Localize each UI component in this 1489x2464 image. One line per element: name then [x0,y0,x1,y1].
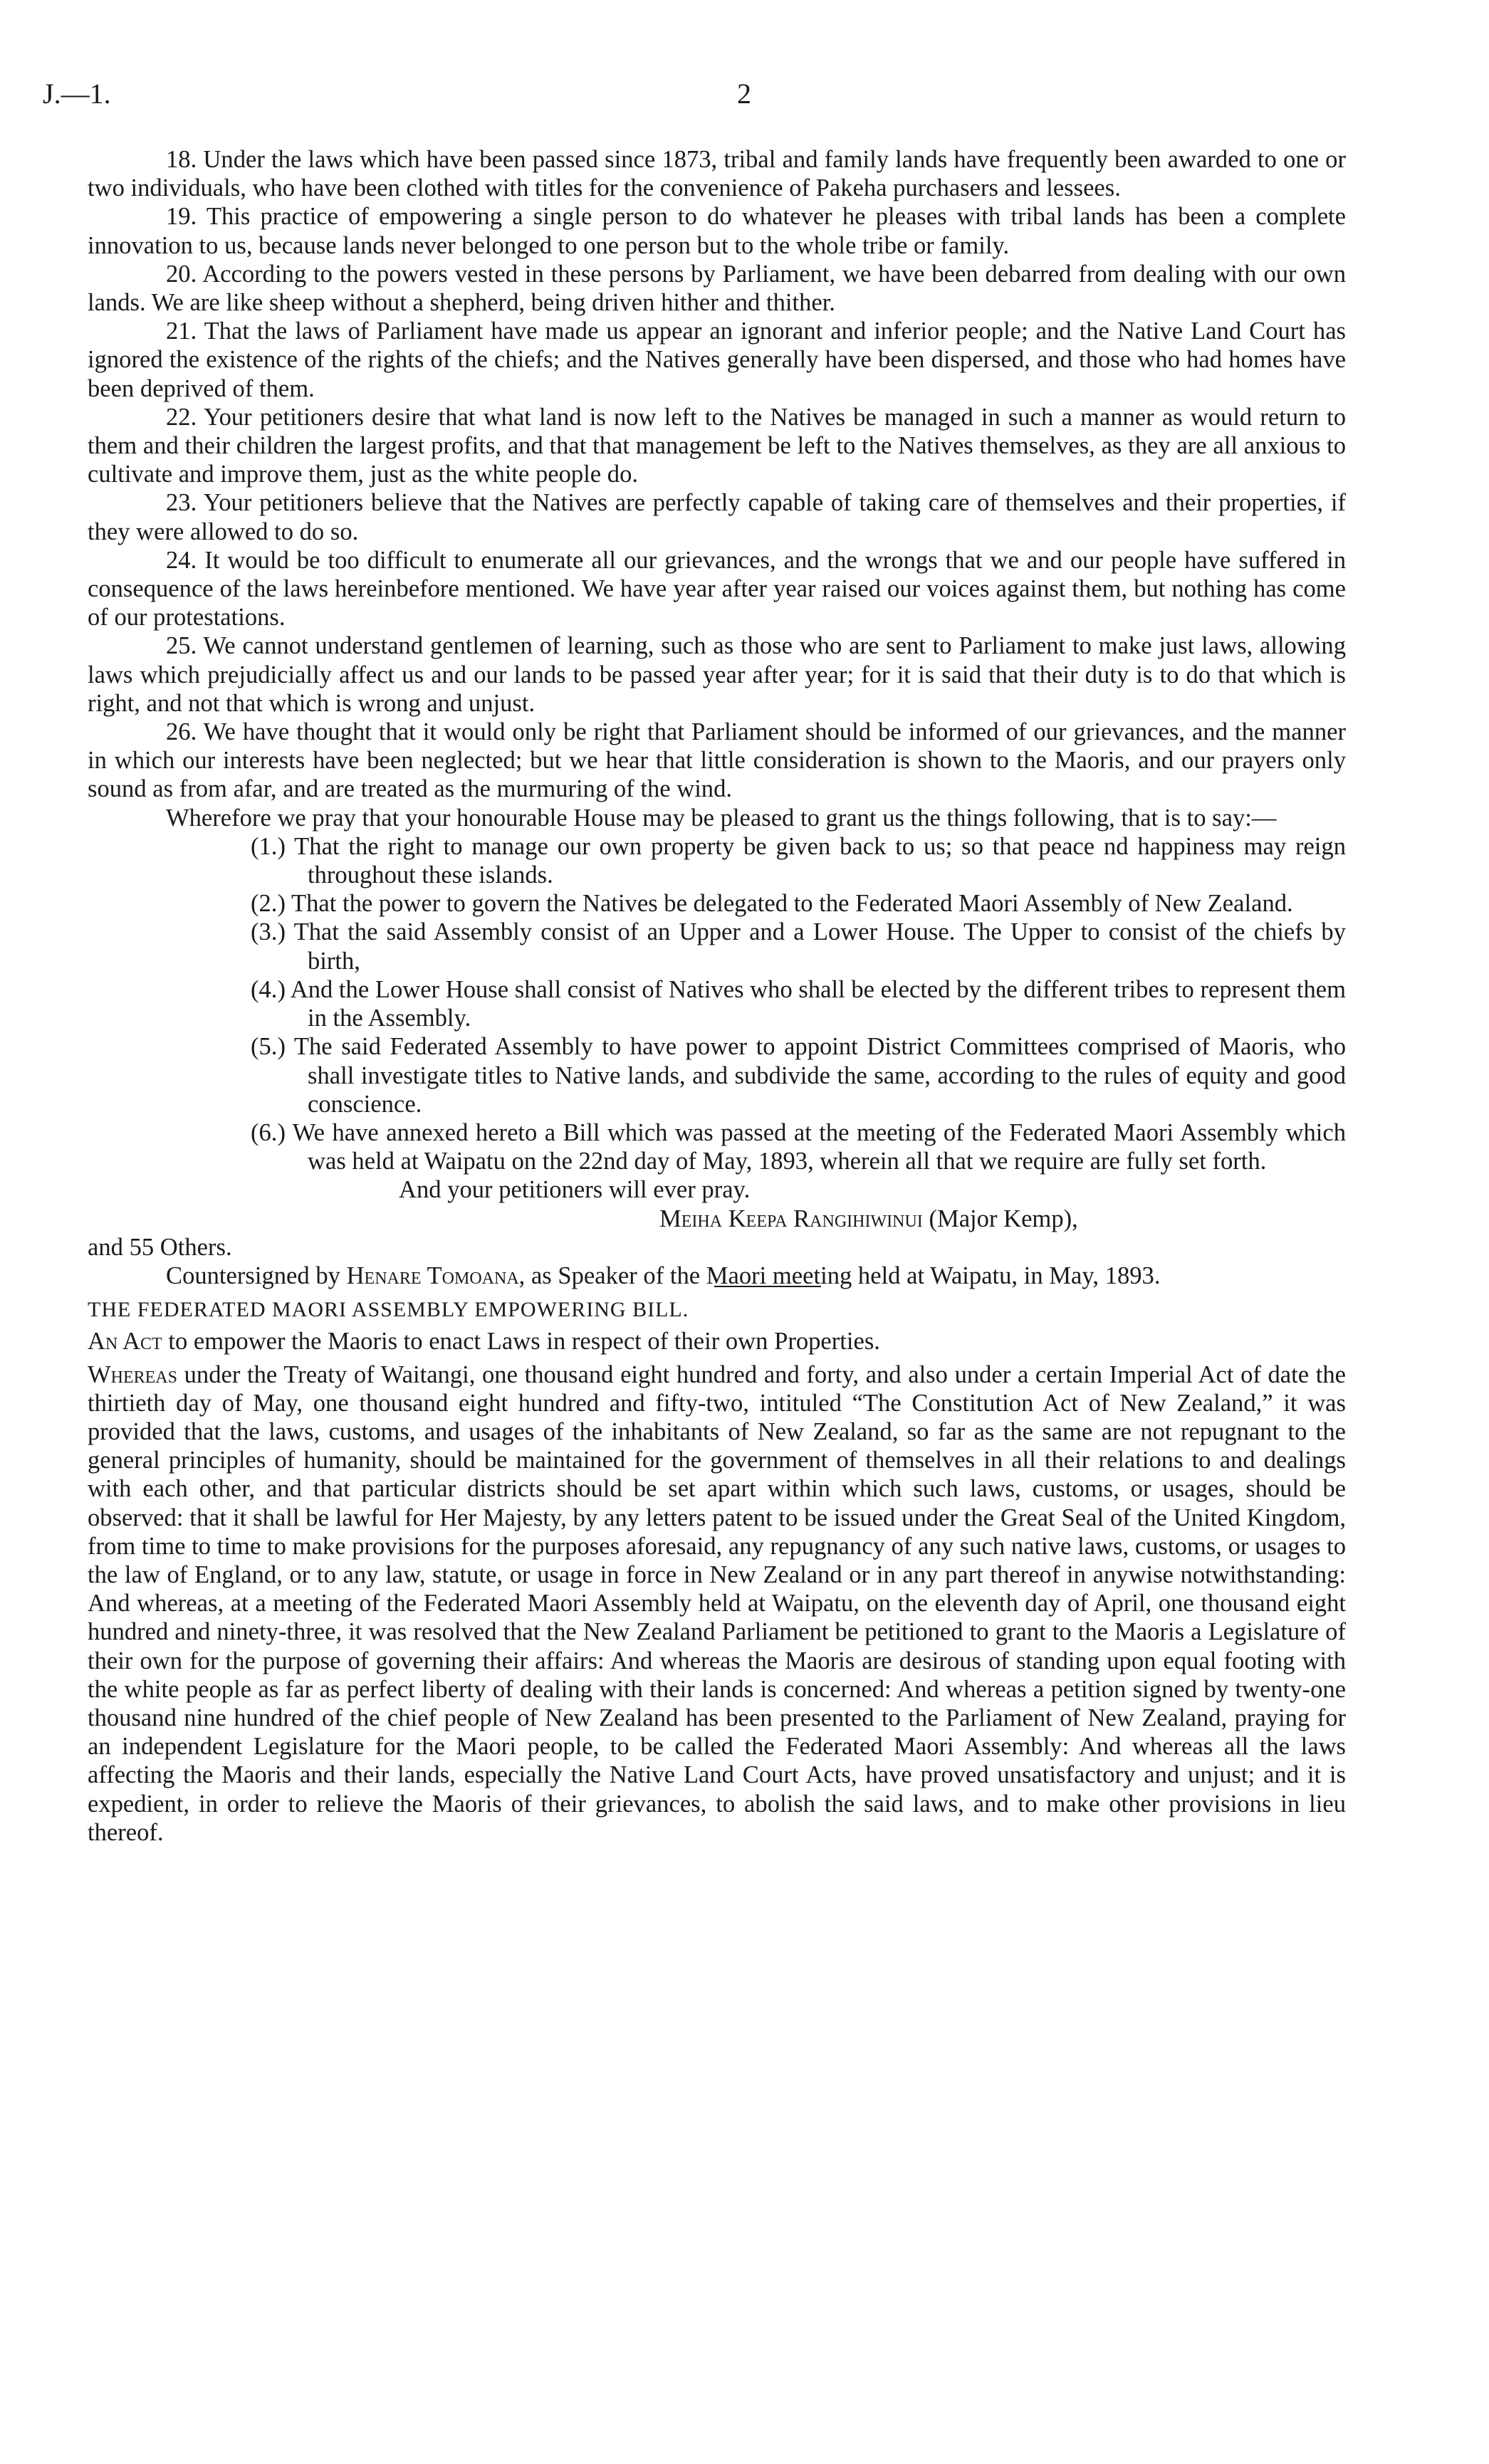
preamble-lead: Whereas [88,1361,177,1388]
countersign-rest: , as Speaker of the Maori meeting held at Waipatu, in May, 1893. [518,1262,1161,1289]
signatory-name: Meiha Keepa Rangihiwinui [659,1205,923,1232]
countersign-line [88,1262,1346,1290]
paragraph-20: 20. According to the powers vested in these persons by Parliament, we have been debarred from dealing with our own lands. We are like sheep without a shepherd, being driven hither and thither. [88,260,1346,317]
prayer-item-1: (1.) That the right to manage our own property be given back to us; so that peace nd happiness may reign throughout these islands. [251,832,1346,889]
paragraph-23: 23. Your petitioners believe that the Natives are perfectly capable of taking care of themselves and their properties, if they were allowed to do so. [88,489,1346,545]
document-reference: J.—1. [43,78,111,110]
paragraph-22: 22. Your petitioners desire that what land is now left to the Natives be managed in such a manner as would return to them and their children the largest profits, and that that management be left to the Natives themselves, as they are all anxious to cultivate and improve them, just as the white people do. [88,403,1346,488]
prayer-item-5: (5.) The said Federated Assembly to have power to appoint District Committees comprised of Maoris, who shall investigate titles to Native lands, and subdivide the same, according to the rules of equity and good conscience. [251,1033,1346,1118]
page-header [43,77,1446,120]
bill-preamble [88,1361,1346,1847]
countersign-name: Henare Tomoana [346,1262,519,1289]
prayer-list [88,832,1346,1175]
closing-line: And your petitioners will ever pray. [399,1176,751,1204]
prayer-item-2: (2.) That the power to govern the Natives be delegated to the Federated Maori Assembly of New Zealand. [251,890,1293,918]
act-lead: An Act [88,1328,162,1356]
paragraph-24: 24. It would be too difficult to enumerate all our grievances, and the wrongs that we and our people have suffered in consequence of the laws hereinbefore mentioned. We have year after year raised our voices against them, but nothing has come of our protestations. [88,546,1346,631]
wherefore-clause: Wherefore we pray that your honourable House may be pleased to grant us the things following, that is to say:— [166,804,1277,832]
page-number: 2 [737,78,751,110]
paragraph-25: 25. We cannot understand gentlemen of learning, such as those who are sent to Parliament to make just laws, allowing laws which prejudicially affect us and our lands to be passed year after year; for it is said that their duty is to do that which is right, and not that which is wrong and unjust. [88,632,1346,717]
countersign-prefix: Countersigned by [166,1262,340,1289]
paragraph-21: 21. That the laws of Parliament have made us appear an ignorant and inferior people; and the Native Land Court has ignored the existence of the rights of the chiefs; and the Natives generally have been dispersed, and those who had homes have been deprived of them. [88,318,1346,402]
prayer-item-6: (6.) We have annexed hereto a Bill which was passed at the meeting of the Federated Maori Assembly which was held at Waipatu on the 22nd day of May, 1893, wherein all that we require are fully set forth. [251,1118,1346,1175]
paragraph-19: 19. This practice of empowering a single person to do whatever he pleases with tribal lands has been a complete innovation to us, because lands never belonged to one person but to the whole tribe or family. [88,203,1346,259]
prayer-item-4: (4.) And the Lower House shall consist of Natives who shall be elected by the different tribes to represent them in the Assembly. [251,975,1346,1032]
prayer-item-3: (3.) That the said Assembly consist of an Upper and a Lower House. The Upper to consist of the chiefs by birth, [251,918,1346,975]
document-body [88,145,1346,1847]
paragraph-26: 26. We have thought that it would only be right that Parliament should be informed of our grievances, and the manner in which our interests have been neglected; but we hear that little consideration is shown to the Maoris, and our prayers only sound as from afar, and are treated as the murmuring of the wind. [88,718,1346,803]
signatory-title: (Major Kemp), [929,1205,1078,1232]
signature-others: and 55 Others. [88,1233,232,1261]
preamble-text: under the Treaty of Waitangi, one thousand eight hundred and forty, and also under a certain Imperial Act of date the thirtieth day of May, one thousand eight hundred and fifty-two, intituled “The Constitution Act of New Zealand,” it was provided that the laws, customs, and usages of the inhabitants of New Zealand, so far as the same are not repugnant to the general principles of humanity, should be maintained for the government of themselves in all their relations to and dealings with each other, and that particular districts should be set apart within which such laws, customs, or usages, should be observed: that it shall be lawful for Her Majesty, by any letters patent to be issued under the Great Seal of the United Kingdom, from time to time to make provisions for the purposes aforesaid, any repugnancy of any such native laws, customs, or usages to the law of England, or to any law, statute, or usage in force in New Zealand or in any part thereof in anywise notwithstanding: And whereas, at a meeting of the Federated Maori Assembly held at Waipatu, on the eleventh day of April, one thousand eight hundred and ninety-three, it was resolved that the New Zealand Parliament be petitioned to grant to the Maoris a Legislature of their own for the purpose of governing their affairs: And whereas the Maoris are desirous of standing upon equal footing with the white people as far as perfect liberty of dealing with their lands is concerned: And whereas a petition signed by twenty-one thousand nine hundred of the chief people of New Zealand has been presented to the Parliament of New Zealand, praying for an independent Legislature for the Maori people, to be called the Federated Maori Assembly: And whereas all the laws affecting the Maoris and their lands, especially the Native Land Court Acts, have proved unsatisfactory and unjust; and it is expedient, in order to relieve the Maoris of their grievances, to abolish the said laws, and to make other provisions in lieu thereof. [88,1361,1346,1846]
bill-title: THE FEDERATED MAORI ASSEMBLY EMPOWERING BILL. [88,1298,689,1322]
act-title [88,1327,1346,1356]
act-description: to empower the Maoris to enact Laws in respect of their own Properties. [168,1328,880,1356]
paragraph-18: 18. Under the laws which have been passed since 1873, tribal and family lands have frequently been awarded to one or two individuals, who have been clothed with titles for the convenience of Pakeha purchasers and lessees. [88,146,1346,202]
signature-line [659,1205,1346,1233]
